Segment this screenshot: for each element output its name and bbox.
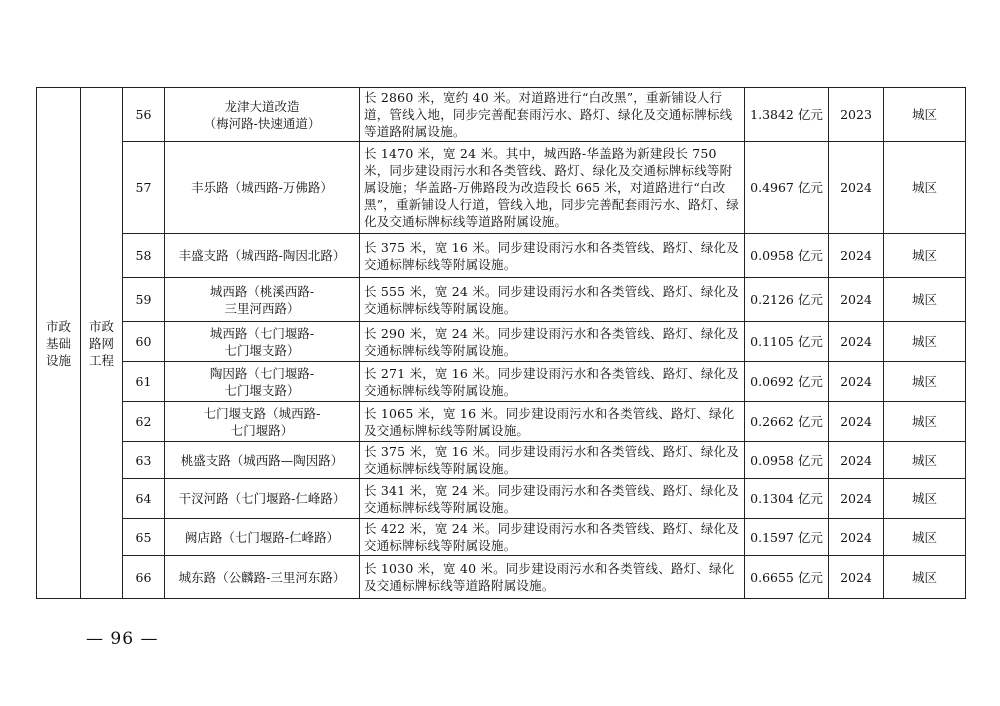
project-name-line: 龙津大道改造 [224, 98, 300, 114]
year-cell: 2024 [829, 322, 884, 362]
investment-amount-cell: 1.3842 亿元 [745, 88, 829, 142]
investment-amount-cell: 0.1304 亿元 [745, 479, 829, 519]
table-row [37, 479, 966, 519]
area-cell: 城区 [884, 88, 966, 142]
project-description-cell: 长 375 米，宽 16 米。同步建设雨污水和各类管线、路灯、绿化及交通标牌标线等附属设施。 [360, 442, 745, 479]
year-cell: 2023 [829, 88, 884, 142]
row-number-cell: 61 [123, 362, 165, 402]
investment-amount-cell: 0.2126 亿元 [745, 278, 829, 322]
investment-amount-cell: 0.1105 亿元 [745, 322, 829, 362]
area-cell: 城区 [884, 519, 966, 556]
project-name-cell [165, 234, 360, 278]
area-cell: 城区 [884, 402, 966, 442]
table-body [37, 88, 966, 599]
project-name-line: 城东路（公麟路-三里河东路） [178, 569, 346, 585]
area-cell: 城区 [884, 479, 966, 519]
category-level2-cell: 市政 路网 工程 [81, 88, 123, 599]
project-name-cell [165, 322, 360, 362]
project-description-cell: 长 1470 米，宽 24 米。其中，城西路-华盖路为新建段长 750 米，同步建设雨污水和各类管线、路灯、绿化及交通标牌标线等附属设施；华盖路-万佛路段为改造段长 665 米，对道路进行“白改黑”，重新铺设人行道，管线入地，同步完善配套雨污水、路灯、绿化及交通标牌标线等道路附属设施。 [360, 142, 745, 234]
project-description-cell: 长 341 米，宽 24 米。同步建设雨污水和各类管线、路灯、绿化及交通标牌标线等附属设施。 [360, 479, 745, 519]
row-number-cell: 56 [123, 88, 165, 142]
investment-amount-cell: 0.4967 亿元 [745, 142, 829, 234]
investment-amount-cell: 0.6655 亿元 [745, 556, 829, 599]
project-name-line: 七门堰支路） [224, 382, 300, 398]
row-number-cell: 65 [123, 519, 165, 556]
project-description-cell: 长 2860 米，宽约 40 米。对道路进行“白改黑”，重新铺设人行道，管线入地，同步完善配套雨污水、路灯、绿化及交通标牌标线等道路附属设施。 [360, 88, 745, 142]
project-description-cell: 长 271 米，宽 16 米。同步建设雨污水和各类管线、路灯、绿化及交通标牌标线等附属设施。 [360, 362, 745, 402]
area-cell: 城区 [884, 142, 966, 234]
investment-amount-cell: 0.0958 亿元 [745, 234, 829, 278]
row-number-cell: 66 [123, 556, 165, 599]
project-description-cell: 长 375 米，宽 16 米。同步建设雨污水和各类管线、路灯、绿化及交通标牌标线等附属设施。 [360, 234, 745, 278]
project-name-line: 七门堰支路（城西路- [203, 405, 321, 421]
year-cell: 2024 [829, 556, 884, 599]
project-name-cell [165, 88, 360, 142]
project-name-line: 干汊河路（七门堰路-仁峰路） [178, 491, 346, 506]
investment-amount-cell: 0.1597 亿元 [745, 519, 829, 556]
project-name-line: 七门堰支路） [224, 342, 300, 358]
project-name-cell [165, 402, 360, 442]
page-number: — 96 — [86, 629, 159, 649]
area-cell: 城区 [884, 442, 966, 479]
year-cell: 2024 [829, 278, 884, 322]
investment-amount-cell: 0.2662 亿元 [745, 402, 829, 442]
table-row [37, 88, 966, 142]
year-cell: 2024 [829, 519, 884, 556]
project-name-cell [165, 519, 360, 556]
year-cell: 2024 [829, 479, 884, 519]
project-name-line: 丰乐路（城西路-万佛路） [191, 180, 333, 195]
project-description-cell: 长 290 米，宽 24 米。同步建设雨污水和各类管线、路灯、绿化及交通标牌标线等附属设施。 [360, 322, 745, 362]
row-number-cell: 62 [123, 402, 165, 442]
project-name-cell [165, 278, 360, 322]
project-table [36, 87, 966, 599]
year-cell: 2024 [829, 362, 884, 402]
row-number-cell: 58 [123, 234, 165, 278]
row-number-cell: 60 [123, 322, 165, 362]
project-name-cell [165, 142, 360, 234]
area-cell: 城区 [884, 278, 966, 322]
table-row [37, 362, 966, 402]
project-name-line: 三里河西路） [224, 300, 300, 316]
project-name-line: （梅河路-快速通道） [203, 115, 321, 131]
year-cell: 2024 [829, 442, 884, 479]
row-number-cell: 63 [123, 442, 165, 479]
project-name-line: 陶因路（七门堰路- [209, 365, 315, 381]
row-number-cell: 57 [123, 142, 165, 234]
row-number-cell: 59 [123, 278, 165, 322]
year-cell: 2024 [829, 234, 884, 278]
investment-amount-cell: 0.0958 亿元 [745, 442, 829, 479]
investment-amount-cell: 0.0692 亿元 [745, 362, 829, 402]
project-name-cell [165, 442, 360, 479]
area-cell: 城区 [884, 234, 966, 278]
table-row [37, 278, 966, 322]
table-row [37, 322, 966, 362]
project-name-line: 桃盛支路（城西路—陶因路） [180, 452, 344, 468]
table-row [37, 142, 966, 234]
project-name-cell [165, 479, 360, 519]
table-row [37, 234, 966, 278]
project-description-cell: 长 1030 米，宽 40 米。同步建设雨污水和各类管线、路灯、绿化及交通标牌标线等道路附属设施。 [360, 556, 745, 599]
project-name-cell [165, 362, 360, 402]
project-name-line: 丰盛支路（城西路-陶因北路） [178, 248, 346, 263]
category-level1-cell: 市政 基础 设施 [37, 88, 81, 599]
area-cell: 城区 [884, 322, 966, 362]
project-name-line: 七门堰路） [230, 422, 294, 438]
table-row [37, 402, 966, 442]
table-row [37, 442, 966, 479]
project-name-line: 城西路（桃溪西路- [209, 283, 315, 299]
project-name-line: 阙店路（七门堰路-仁峰路） [184, 529, 340, 545]
row-number-cell: 64 [123, 479, 165, 519]
table-row [37, 519, 966, 556]
area-cell: 城区 [884, 556, 966, 599]
project-name-line: 城西路（七门堰路- [209, 325, 315, 341]
project-description-cell: 长 422 米，宽 24 米。同步建设雨污水和各类管线、路灯、绿化及交通标牌标线等附属设施。 [360, 519, 745, 556]
project-description-cell: 长 1065 米，宽 16 米。同步建设雨污水和各类管线、路灯、绿化及交通标牌标线等附属设施。 [360, 402, 745, 442]
area-cell: 城区 [884, 362, 966, 402]
year-cell: 2024 [829, 142, 884, 234]
table-row [37, 556, 966, 599]
project-description-cell: 长 555 米，宽 24 米。同步建设雨污水和各类管线、路灯、绿化及交通标牌标线等附属设施。 [360, 278, 745, 322]
year-cell: 2024 [829, 402, 884, 442]
project-name-cell [165, 556, 360, 599]
